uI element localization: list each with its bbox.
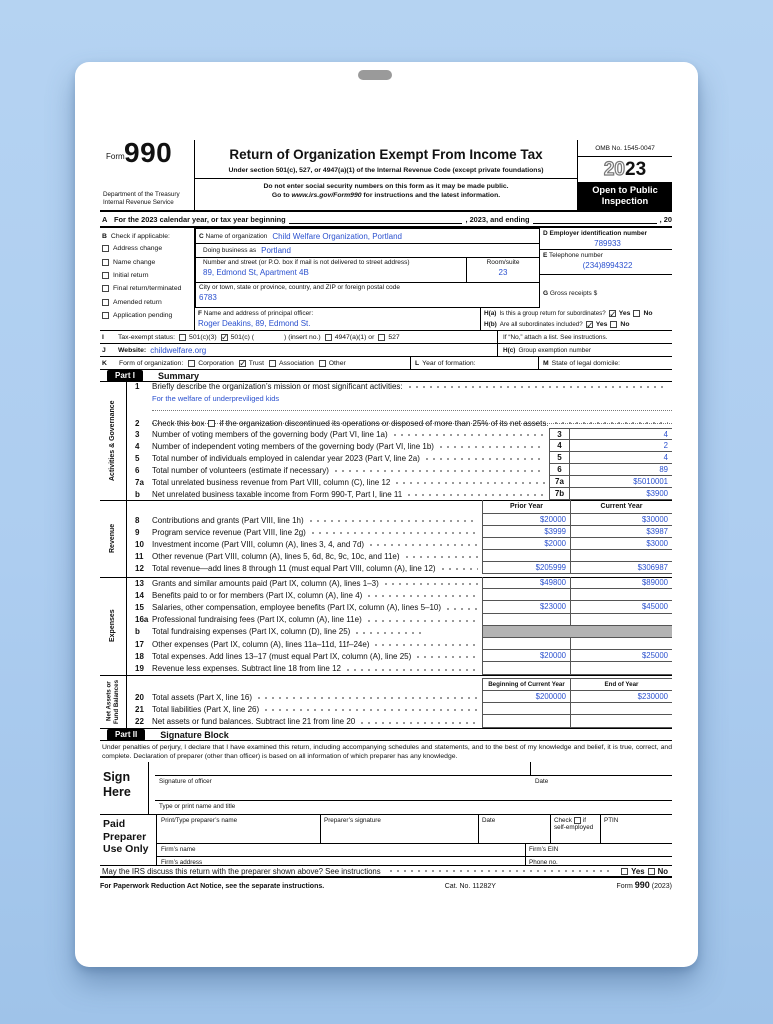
m-letter: M bbox=[543, 359, 549, 367]
ha-letter: H(a) bbox=[484, 310, 497, 317]
line-10-desc: Investment income (Part VIII, column (A), lines 3, 4, and 7d) bbox=[152, 539, 365, 549]
discuss-no-checkbox[interactable] bbox=[648, 868, 655, 875]
line2-number: 2 bbox=[135, 418, 140, 428]
summary-line-20 bbox=[127, 691, 672, 703]
summary-line-16a bbox=[127, 614, 672, 626]
hc-text: Group exemption number bbox=[518, 346, 591, 354]
org-name-value[interactable]: Child Welfare Organization, Portland bbox=[272, 231, 403, 241]
4947a1-checkbox[interactable] bbox=[325, 334, 332, 341]
tax-exempt-status-row bbox=[100, 330, 672, 343]
line-13-desc: Grants and similar amounts paid (Part IX, column (A), lines 1–3) bbox=[152, 578, 379, 588]
ha-no-checkbox[interactable] bbox=[633, 310, 640, 317]
line-10-prior-value[interactable]: $2000 bbox=[482, 538, 570, 550]
street-value[interactable]: 89, Edmond St, Apartment 4B bbox=[203, 268, 309, 277]
line-7a-value[interactable]: $5010001 bbox=[570, 476, 672, 488]
beginning-year-header: Beginning of Current Year bbox=[482, 678, 570, 691]
line-20-prior-value[interactable]: $200000 bbox=[482, 691, 570, 703]
website-row bbox=[100, 343, 672, 356]
line-16a-number: 16a bbox=[135, 615, 149, 625]
501c3-checkbox[interactable] bbox=[179, 334, 186, 341]
association-checkbox[interactable] bbox=[269, 360, 276, 367]
line-7a-desc: Total unrelated business revenue from Part VIII, column (C), line 12 bbox=[152, 477, 391, 487]
form-number: 990 bbox=[124, 137, 173, 168]
line-22-number: 22 bbox=[135, 716, 144, 726]
sign-here-label: Sign Here bbox=[100, 762, 149, 814]
b-item-label-5: Application pending bbox=[113, 312, 173, 320]
city-value[interactable]: 6783 bbox=[199, 293, 217, 302]
line-b-desc: Total fundraising expenses (Part IX, column (D), line 25) bbox=[152, 627, 351, 637]
line-18-current-value[interactable]: $25000 bbox=[570, 650, 672, 662]
hb-yes-label: Yes bbox=[595, 321, 608, 328]
line-a-letter: A bbox=[102, 214, 108, 224]
officer-value[interactable]: Roger Deakins, 89, Edmond St. bbox=[198, 319, 311, 328]
street-label: Number and street (or P.O. box if mail is not delivered to street address) bbox=[203, 259, 410, 266]
dept-line1: Department of the Treasury bbox=[103, 191, 180, 198]
form-header bbox=[100, 137, 672, 212]
sidebar-net-assets: Net Assets or Fund Balances bbox=[100, 675, 127, 728]
b-item-label-0: Address change bbox=[113, 245, 163, 253]
paperwork-notice: For Paperwork Reduction Act Notice, see the separate instructions. bbox=[100, 883, 325, 890]
governance-rows bbox=[127, 428, 672, 500]
b-item-5 bbox=[100, 309, 194, 322]
summary-line-b bbox=[127, 626, 672, 638]
summary-line-9 bbox=[127, 526, 672, 538]
line-9-number: 9 bbox=[135, 527, 140, 537]
line-a bbox=[100, 212, 672, 228]
line-13-current-value[interactable]: $89000 bbox=[570, 577, 672, 589]
summary-line-10 bbox=[127, 538, 672, 550]
summary-line-11 bbox=[127, 550, 672, 562]
discuss-yes-checkbox[interactable] bbox=[621, 868, 628, 875]
line-11-current-value[interactable] bbox=[570, 550, 672, 562]
line-16a-prior-value[interactable] bbox=[482, 614, 570, 626]
line-12-desc: Total revenue—add lines 8 through 11 (must equal Part VIII, column (A), line 12) bbox=[152, 563, 436, 573]
line-4-box: 4 bbox=[549, 440, 570, 452]
line-20-current-value[interactable]: $230000 bbox=[570, 691, 672, 703]
legal-domicile-label: State of legal domicile: bbox=[551, 359, 621, 367]
b-item-label-1: Name change bbox=[113, 258, 156, 266]
b-checkbox-1[interactable] bbox=[102, 259, 109, 266]
year-column-headers bbox=[127, 500, 672, 514]
line-22-desc: Net assets or fund balances. Subtract line 21 from line 20 bbox=[152, 716, 356, 726]
group-return-block bbox=[480, 308, 672, 330]
phone-no-label: Phone no. bbox=[529, 859, 558, 866]
tax-year-ending-field[interactable] bbox=[533, 214, 657, 224]
line-20-number: 20 bbox=[135, 692, 144, 702]
501c-label: 501(c) ( bbox=[230, 333, 255, 341]
hb-letter: H(b) bbox=[484, 321, 497, 328]
line-19-number: 19 bbox=[135, 663, 144, 673]
phone-value[interactable]: (234)8994322 bbox=[582, 261, 633, 270]
line-22-current-value[interactable] bbox=[570, 715, 672, 727]
501c3-label: 501(c)(3) bbox=[189, 333, 217, 341]
dba-value[interactable]: Portland bbox=[261, 246, 291, 255]
e-letter: E bbox=[543, 252, 548, 259]
form-word: Form bbox=[106, 152, 125, 161]
line-9-prior-value[interactable]: $3999 bbox=[482, 526, 570, 538]
line-3-number: 3 bbox=[135, 429, 140, 439]
line-16a-desc: Professional fundraising fees (Part IX, column (A), line 11e) bbox=[152, 615, 362, 625]
expense-rows bbox=[127, 577, 672, 675]
city-label: City or town, state or province, country, and ZIP or foreign postal code bbox=[199, 284, 400, 291]
ha-text: Is this a group return for subordinates? bbox=[499, 310, 606, 317]
b-item-1 bbox=[100, 255, 194, 268]
line-15-current-value[interactable]: $45000 bbox=[570, 601, 672, 613]
line-12-current-value[interactable]: $306987 bbox=[570, 562, 672, 574]
net-asset-rows bbox=[127, 691, 672, 728]
organization-box bbox=[195, 228, 540, 308]
discontinued-line: 2 Check this box if the organization discontinued its operations or disposed of more than 25% of its net assets. bbox=[127, 418, 672, 428]
form-990-page bbox=[75, 62, 698, 967]
summary-line-4 bbox=[127, 440, 672, 452]
gross-receipts-label: Gross receipts $ bbox=[549, 290, 598, 297]
current-year-header: Current Year bbox=[570, 500, 672, 514]
irs-link[interactable]: www.irs.gov/Form990 bbox=[291, 192, 362, 199]
attach-list-note: If “No,” attach a list. See instructions. bbox=[503, 333, 608, 341]
line-14-current-value[interactable] bbox=[570, 589, 672, 601]
b-item-0 bbox=[100, 242, 194, 255]
hb-yes-checkbox[interactable] bbox=[586, 321, 593, 328]
4947a1-label: 4947(a)(1) or bbox=[334, 333, 375, 341]
other-label: Other bbox=[328, 359, 346, 367]
may-discuss-text: May the IRS discuss this return with the preparer shown above? See instructions bbox=[102, 866, 381, 876]
org-name-label: Name of organization bbox=[205, 232, 268, 240]
line-7b-box: 7b bbox=[549, 488, 570, 500]
line-15-number: 15 bbox=[135, 602, 144, 612]
line-7b-number: b bbox=[135, 489, 140, 499]
form-org-label: Form of organization: bbox=[119, 359, 184, 367]
line-11-prior-value[interactable] bbox=[482, 550, 570, 562]
line-4-value[interactable]: 2 bbox=[570, 440, 672, 452]
omb-block bbox=[578, 140, 672, 210]
line-10-current-value[interactable]: $3000 bbox=[570, 538, 672, 550]
line-b-shaded-cell bbox=[482, 626, 672, 638]
line-21-prior-value[interactable] bbox=[482, 703, 570, 715]
department-lines bbox=[103, 191, 180, 206]
l-letter: L bbox=[415, 359, 420, 367]
k-letter: K bbox=[102, 359, 107, 367]
line-6-value[interactable]: 89 bbox=[570, 464, 672, 476]
form-number-footer: Form 990 (2023) bbox=[616, 880, 672, 890]
form-of-organization-row bbox=[100, 356, 672, 369]
line-19-current-value[interactable] bbox=[570, 662, 672, 674]
line-13-prior-value[interactable]: $49800 bbox=[482, 577, 570, 589]
revenue-rows bbox=[127, 514, 672, 574]
line-17-number: 17 bbox=[135, 639, 144, 649]
line-8-desc: Contributions and grants (Part VIII, line 1h) bbox=[152, 515, 304, 525]
line-a-text3: , 20 bbox=[659, 214, 672, 224]
officer-label: Name and address of principal officer: bbox=[203, 310, 314, 317]
year-formation-label: Year of formation: bbox=[422, 359, 476, 367]
firm-name-label: Firm’s name bbox=[161, 846, 196, 853]
summary-line-6 bbox=[127, 464, 672, 476]
dba-label: Doing business as bbox=[203, 247, 257, 254]
line-10-number: 10 bbox=[135, 539, 144, 549]
line-a-text1: For the 2023 calendar year, or tax year beginning bbox=[114, 214, 286, 224]
line-11-desc: Other revenue (Part VIII, column (A), lines 5, 6d, 8c, 9c, 10c, and 11e) bbox=[152, 551, 400, 561]
self-employed-check: Check if self-employed bbox=[554, 817, 594, 831]
b-checkbox-4[interactable] bbox=[102, 299, 109, 306]
line-14-desc: Benefits paid to or for members (Part IX, column (A), line 4) bbox=[152, 590, 363, 600]
line-5-value[interactable]: 4 bbox=[570, 452, 672, 464]
summary-line-5 bbox=[127, 452, 672, 464]
b-checkbox-3[interactable] bbox=[102, 285, 109, 292]
line-4-number: 4 bbox=[135, 441, 140, 451]
summary-line-17 bbox=[127, 638, 672, 650]
line-a-text2: , 2023, and ending bbox=[465, 214, 530, 224]
b-label: Check if applicable: bbox=[110, 232, 170, 240]
summary-line-19 bbox=[127, 662, 672, 674]
line-6-box: 6 bbox=[549, 464, 570, 476]
summary-line-15 bbox=[127, 601, 672, 613]
line-3-box: 3 bbox=[549, 428, 570, 440]
line-12-prior-value[interactable]: $205999 bbox=[482, 562, 570, 574]
i-letter: I bbox=[102, 333, 104, 341]
sign-here-block bbox=[100, 762, 672, 815]
subtitle-goto: Go to www.irs.gov/Form990 for instructions and the latest information. bbox=[271, 192, 501, 199]
line-6-number: 6 bbox=[135, 465, 140, 475]
ein-phone-block bbox=[540, 228, 672, 308]
sidebar-expenses: Expenses bbox=[100, 577, 127, 675]
d-letter: D bbox=[543, 230, 548, 237]
hb-text: Are all subordinates included? bbox=[499, 321, 583, 328]
line-4-desc: Number of independent voting members of the governing body (Part VI, line 1b) bbox=[152, 441, 434, 451]
subtitle-section: Under section 501(c), 527, or 4947(a)(1) of the Internal Revenue Code (except private foundations) bbox=[195, 167, 577, 179]
summary-line-22 bbox=[127, 715, 672, 727]
open-to-public-badge: Open to Public Inspection bbox=[578, 182, 672, 210]
mission-value[interactable]: For the welfare of underpreviliged kids bbox=[152, 394, 280, 403]
prior-year-header: Prior Year bbox=[482, 500, 570, 514]
line-7a-box: 7a bbox=[549, 476, 570, 488]
line1-number: 1 bbox=[135, 382, 140, 391]
line-3-desc: Number of voting members of the governing body (Part VI, line 1a) bbox=[152, 429, 388, 439]
line-5-desc: Total number of individuals employed in calendar year 2023 (Part V, line 2a) bbox=[152, 453, 420, 463]
preparer-name-label: Print/Type preparer’s name bbox=[161, 817, 238, 824]
ein-value[interactable]: 789933 bbox=[594, 239, 621, 248]
line-17-desc: Other expenses (Part IX, column (A), lines 11a–11d, 11f–24e) bbox=[152, 639, 370, 649]
room-suite-label: Room/suite bbox=[486, 259, 520, 266]
signature-area[interactable] bbox=[149, 762, 672, 814]
b-checkbox-2[interactable] bbox=[102, 272, 109, 279]
f-letter: F bbox=[198, 310, 202, 317]
line-11-number: 11 bbox=[135, 551, 144, 561]
subtitle-ssn-warning: Do not enter social security numbers on this form as it may be made public. bbox=[263, 183, 509, 190]
line-21-current-value[interactable] bbox=[570, 703, 672, 715]
b-item-label-2: Initial return bbox=[113, 271, 149, 279]
line-17-prior-value[interactable] bbox=[482, 638, 570, 650]
omb-number: OMB No. 1545-0047 bbox=[578, 140, 672, 157]
ptin-label: PTIN bbox=[604, 817, 619, 824]
firm-ein-label: Firm’s EIN bbox=[529, 846, 559, 853]
hc-letter: H(c) bbox=[503, 346, 516, 354]
preparer-signature-label: Preparer’s signature bbox=[324, 817, 381, 824]
preparer-fields[interactable] bbox=[157, 815, 672, 865]
drag-handle[interactable] bbox=[358, 70, 392, 80]
line-6-desc: Total number of volunteers (estimate if necessary) bbox=[152, 465, 329, 475]
signature-of-officer-label: Signature of officer bbox=[159, 778, 212, 785]
sidebar-revenue: Revenue bbox=[100, 500, 127, 577]
line-14-prior-value[interactable] bbox=[482, 589, 570, 601]
line-7b-desc: Net unrelated business taxable income from Form 990-T, Part I, line 11 bbox=[152, 489, 403, 499]
net-column-headers bbox=[127, 678, 672, 691]
insert-no-label: ) (insert no.) bbox=[284, 333, 321, 341]
ha-yes-label: Yes bbox=[618, 310, 631, 317]
b-item-4 bbox=[100, 296, 194, 309]
tax-year: 20 23 bbox=[603, 158, 647, 180]
527-label: 527 bbox=[388, 333, 400, 341]
line-18-prior-value[interactable]: $20000 bbox=[482, 650, 570, 662]
part1-label: Part I bbox=[107, 370, 143, 382]
line-b-number: b bbox=[135, 627, 140, 637]
ha-yes-checkbox[interactable] bbox=[609, 310, 616, 317]
line-5-number: 5 bbox=[135, 453, 140, 463]
paid-preparer-label: Paid Preparer Use Only bbox=[100, 815, 157, 865]
part1-title: Summary bbox=[158, 370, 200, 381]
line-20-desc: Total assets (Part X, line 16) bbox=[152, 692, 253, 702]
discuss-no-label: No bbox=[657, 866, 668, 876]
principal-officer-block bbox=[195, 308, 480, 330]
line-9-desc: Program service revenue (Part VIII, line 2g) bbox=[152, 527, 306, 537]
line-15-desc: Salaries, other compensation, employee benefits (Part IX, column (A), lines 5–10) bbox=[152, 602, 442, 612]
form-number-block bbox=[100, 137, 195, 210]
line-19-desc: Revenue less expenses. Subtract line 18 from line 12 bbox=[152, 663, 341, 673]
mission-label: Briefly describe the organization’s mission or most significant activities: bbox=[152, 382, 403, 391]
summary-line-18 bbox=[127, 650, 672, 662]
line-17-current-value[interactable] bbox=[570, 638, 672, 650]
line-13-number: 13 bbox=[135, 578, 144, 588]
line-14-number: 14 bbox=[135, 590, 144, 600]
b-item-2 bbox=[100, 269, 194, 282]
corporation-label: Corporation bbox=[198, 359, 234, 367]
line-5-box: 5 bbox=[549, 452, 570, 464]
c-letter: C bbox=[199, 232, 204, 240]
b-item-label-4: Amended return bbox=[113, 298, 162, 306]
sidebar-governance: Activities & Governance bbox=[100, 381, 127, 500]
line-9-current-value[interactable]: $3987 bbox=[570, 526, 672, 538]
b-letter: B bbox=[102, 232, 107, 240]
tax-exempt-label: Tax-exempt status: bbox=[118, 333, 176, 341]
j-letter: J bbox=[102, 346, 106, 354]
line-22-prior-value[interactable] bbox=[482, 715, 570, 727]
page-title: Return of Organization Exempt From Income Tax bbox=[229, 147, 543, 162]
b-item-3 bbox=[100, 282, 194, 295]
trust-label: Trust bbox=[248, 359, 264, 367]
summary-line-14 bbox=[127, 589, 672, 601]
summary-line-3 bbox=[127, 428, 672, 440]
ein-label: Employer identification number bbox=[549, 230, 648, 237]
b-checkbox-0[interactable] bbox=[102, 245, 109, 252]
b-checkbox-5[interactable] bbox=[102, 312, 109, 319]
discuss-yes-label: Yes bbox=[631, 866, 645, 876]
hb-no-checkbox[interactable] bbox=[610, 321, 617, 328]
b-item-label-3: Final return/terminated bbox=[113, 285, 182, 293]
type-print-label: Type or print name and title bbox=[159, 803, 236, 810]
line-15-prior-value[interactable]: $23000 bbox=[482, 601, 570, 613]
line-18-desc: Total expenses. Add lines 13–17 (must equal Part IX, column (A), line 25) bbox=[152, 651, 412, 661]
website-label: Website: bbox=[118, 346, 147, 354]
form-footer bbox=[100, 880, 672, 890]
website-value[interactable]: childwelfare.org bbox=[150, 345, 207, 355]
firm-address-label: Firm’s address bbox=[161, 859, 203, 866]
summary-line-7a bbox=[127, 476, 672, 488]
summary-line-13 bbox=[127, 577, 672, 589]
part2-label: Part II bbox=[107, 729, 145, 741]
phone-label: Telephone number bbox=[549, 252, 603, 259]
part2-bar bbox=[100, 728, 672, 741]
summary-line-7b bbox=[127, 488, 672, 500]
ha-no-label: No bbox=[643, 310, 653, 317]
preparer-date-label: Date bbox=[482, 817, 496, 824]
line-3-value[interactable]: 4 bbox=[570, 428, 672, 440]
end-year-header: End of Year bbox=[570, 678, 672, 691]
self-employed-checkbox[interactable] bbox=[574, 817, 581, 824]
summary-line-21 bbox=[127, 703, 672, 715]
part2-title: Signature Block bbox=[160, 729, 229, 740]
line-18-number: 18 bbox=[135, 651, 144, 661]
room-suite-value[interactable]: 23 bbox=[498, 268, 508, 277]
summary-line-8 bbox=[127, 514, 672, 526]
trust-checkbox[interactable] bbox=[239, 360, 246, 367]
perjury-statement: Under penalties of perjury, I declare that I have examined this return, including accompanying schedules and statements, and to the best of my knowledge and belief, it is true, correct, and complete. Declaration of preparer (other than officer) is based on all information of which preparer has any knowledge. bbox=[102, 744, 672, 760]
hb-no-label: No bbox=[620, 321, 630, 328]
line-7b-value[interactable]: $3900 bbox=[570, 488, 672, 500]
summary-line-12 bbox=[127, 562, 672, 574]
527-checkbox[interactable] bbox=[378, 334, 385, 341]
corporation-checkbox[interactable] bbox=[188, 360, 195, 367]
line-21-number: 21 bbox=[135, 704, 144, 714]
other-checkbox[interactable] bbox=[319, 360, 326, 367]
line-16a-current-value[interactable] bbox=[570, 614, 672, 626]
501c-checkbox[interactable] bbox=[221, 334, 228, 341]
sign-date-label: Date bbox=[535, 778, 549, 785]
dept-line2: Internal Revenue Service bbox=[103, 198, 174, 206]
tax-year-beginning-field[interactable] bbox=[289, 214, 463, 224]
line-19-prior-value[interactable] bbox=[482, 662, 570, 674]
line-8-prior-value[interactable]: $20000 bbox=[482, 514, 570, 526]
association-label: Association bbox=[278, 359, 314, 367]
may-discuss-row bbox=[100, 866, 672, 878]
check-if-applicable-block bbox=[100, 228, 195, 330]
line-8-number: 8 bbox=[135, 515, 140, 525]
line-8-current-value[interactable]: $30000 bbox=[570, 514, 672, 526]
line-12-number: 12 bbox=[135, 563, 144, 573]
paid-preparer-block bbox=[100, 815, 672, 866]
line-7a-number: 7a bbox=[135, 477, 144, 487]
line-21-desc: Total liabilities (Part X, line 26) bbox=[152, 704, 260, 714]
discontinued-checkbox[interactable] bbox=[208, 420, 215, 427]
catalog-number: Cat. No. 11282Y bbox=[444, 883, 496, 890]
g-letter: G bbox=[543, 290, 549, 297]
form-title-block bbox=[195, 140, 578, 210]
